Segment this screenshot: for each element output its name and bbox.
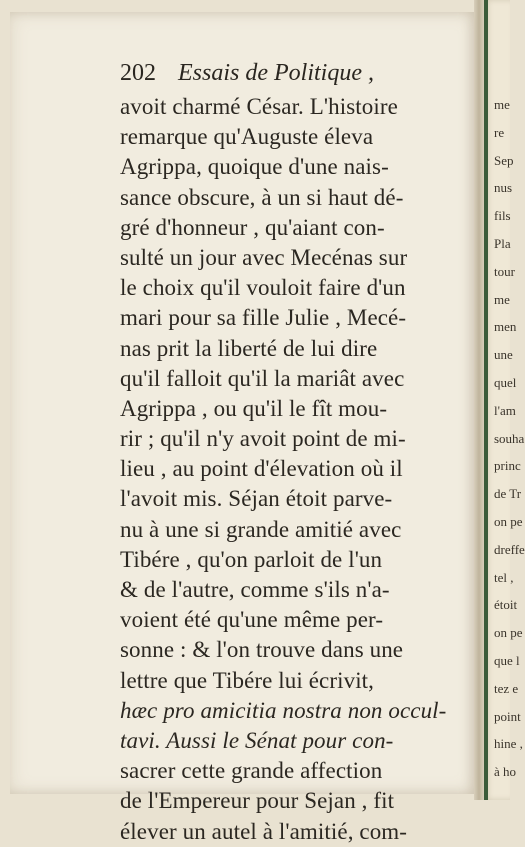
facing-page-fragment: princ <box>494 458 521 474</box>
facing-page-text <box>494 92 525 787</box>
facing-page-fragment: quel <box>494 374 517 390</box>
text-line: gré d'honneur , qu'aiant con- <box>120 214 385 240</box>
facing-page-fragment: Pla <box>494 235 511 251</box>
facing-page-fragment: à ho <box>494 764 517 780</box>
facing-page-fragment: tel , <box>494 569 514 585</box>
book-gutter <box>474 0 484 800</box>
facing-page-fragment: nus <box>494 180 513 196</box>
text-line: lettre que Tibére lui écrivit, <box>120 667 375 693</box>
text-line: mari pour sa fille Julie , Mecé- <box>120 305 407 331</box>
text-line: lieu , au point d'élevation où il <box>120 456 403 482</box>
page-header <box>120 60 450 92</box>
facing-page-fragment: re <box>494 124 505 140</box>
binding-strip <box>484 0 488 800</box>
facing-page-fragment: souha <box>494 430 525 446</box>
facing-page-fragment: dreffe <box>494 541 525 557</box>
text-line: hæc pro amicitia nostra non occul- <box>120 697 447 723</box>
text-line: & de l'autre, comme s'ils n'a- <box>120 577 390 602</box>
text-line: tavi. Aussi le Sénat pour con- <box>120 727 394 753</box>
facing-page-fragment: l'am <box>494 402 516 418</box>
facing-page-fragment: de Tr <box>494 486 522 502</box>
facing-page-fragment: me <box>494 291 510 307</box>
facing-page-fragment: Sep <box>494 152 514 168</box>
facing-page-fragment: fils <box>494 208 511 224</box>
text-line: voient été qu'une même per- <box>120 607 384 633</box>
body-text <box>120 92 460 847</box>
text-line: sonne : & l'on trouve dans une <box>120 637 404 663</box>
text-line: de l'Empereur pour Sejan , fit <box>120 788 395 814</box>
text-line: sacrer cette grande affection <box>120 758 383 784</box>
text-line: l'avoit mis. Séjan étoit parve- <box>120 486 393 512</box>
text-line: qu'il falloit qu'il la mariât avec <box>120 365 405 391</box>
text-line: sulté un jour avec Mecénas sur <box>120 244 408 270</box>
page-number: 202 <box>120 60 156 86</box>
facing-page-fragment: on pe <box>494 513 523 529</box>
text-line: nu à une si grande amitié avec <box>120 516 402 542</box>
text-line: remarque qu'Auguste éleva <box>120 124 374 150</box>
text-line: Tibére , qu'on parloit de l'un <box>120 546 383 572</box>
facing-page-fragment: point <box>494 708 521 724</box>
text-line: le choix qu'il vouloit faire d'un <box>120 275 406 301</box>
running-title: Essais de Politique , <box>178 60 374 86</box>
facing-page-fragment: étoit <box>494 597 518 613</box>
text-line: Agrippa , ou qu'il le fît mou- <box>120 395 388 421</box>
facing-page-fragment: tour <box>494 263 515 279</box>
text-line: élever un autel à l'amitié, com- <box>120 818 408 844</box>
text-line: avoit charmé César. L'histoire <box>120 94 398 119</box>
text-line: nas prit la liberté de lui dire <box>120 335 378 361</box>
text-line: rir ; qu'il n'y avoit point de mi- <box>120 426 406 452</box>
facing-page-fragment: que l <box>494 652 520 668</box>
facing-page-fragment: men <box>494 319 517 335</box>
facing-page-fragment: me <box>494 97 510 112</box>
facing-page-fragment: hine , <box>494 736 523 752</box>
facing-page-fragment: tez e <box>494 680 519 696</box>
facing-page-fragment: une <box>494 347 513 363</box>
text-line: Agrippa, quoique d'une nais- <box>120 154 389 180</box>
facing-page-fragment: on pe <box>494 625 523 641</box>
text-line: sance obscure, à un si haut dé- <box>120 184 404 210</box>
